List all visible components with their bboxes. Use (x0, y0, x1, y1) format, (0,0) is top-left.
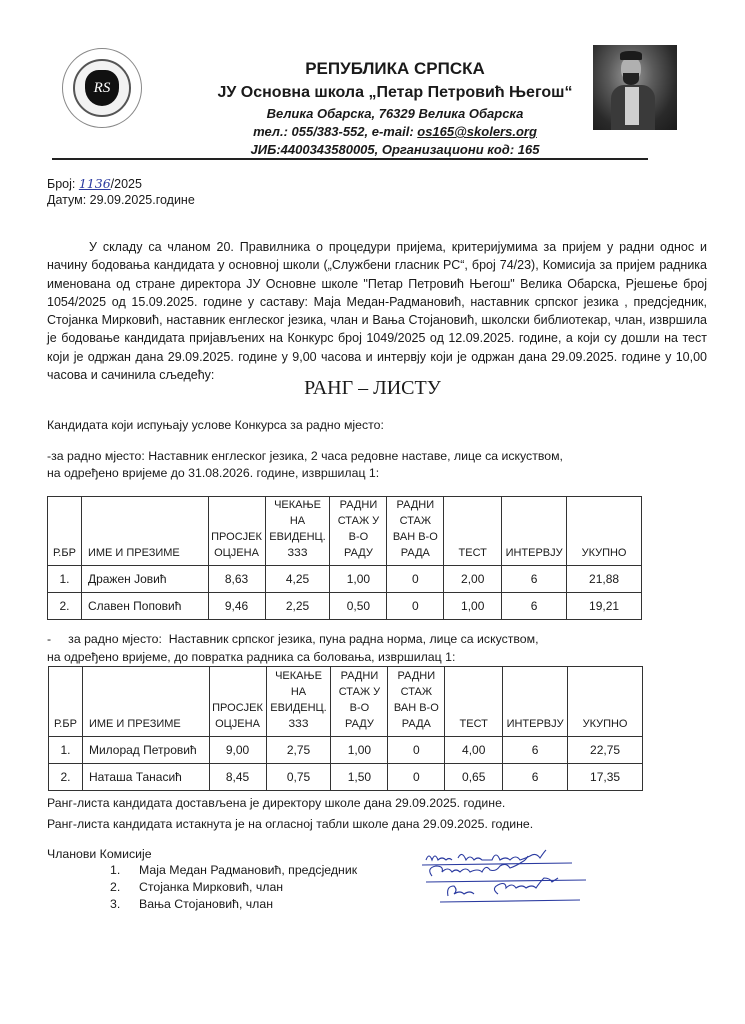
col-header-prosjek: ПРОСЈЕК ОЦЈЕНА (209, 667, 266, 737)
col-header-name: ИМЕ И ПРЕЗИМЕ (81, 497, 208, 566)
portrait-beard (623, 73, 639, 85)
commission-member-2-num: 2. (110, 880, 121, 894)
cell-intervju: 6 (502, 593, 567, 620)
coat-of-arms-seal-icon (62, 48, 142, 128)
cell-intervju: 6 (502, 566, 567, 593)
portrait-hat (620, 51, 642, 60)
cell-prosjek: 9,00 (209, 737, 266, 764)
cell-test: 0,65 (445, 764, 503, 791)
table-row (49, 737, 643, 764)
cell-cekanje: 2,25 (265, 593, 330, 620)
cell-rb: 2. (49, 764, 83, 791)
cell-cekanje: 4,25 (265, 566, 330, 593)
col-header-staz-vo: РАДНИ СТАЖ У В-О РАДУ (330, 497, 387, 566)
commission-member-1: Маја Медан Радмановић, предсједник (139, 863, 358, 877)
col-header-staz-van: РАДНИ СТАЖ ВАН В-О РАДА (387, 497, 444, 566)
email-link[interactable]: os165@skolers.org (417, 124, 537, 139)
note-posted: Ранг-листа кандидата истакнута је на огласној табли школе дана 29.09.2025. године. (47, 817, 534, 831)
col-header-staz-van: РАДНИ СТАЖ ВАН В-О РАДА (388, 667, 445, 737)
header-republic: РЕПУБЛИКА СРПСКА (305, 59, 485, 78)
cell-staz-van: 0 (387, 593, 444, 620)
commission-member-2: Стојанка Мирковић, члан (139, 880, 284, 894)
cell-prosjek: 8,45 (209, 764, 266, 791)
position-1-description-line2: на одређено вријеме до 31.08.2026. године, извршилац 1: (47, 466, 380, 480)
col-header-ukupno: УКУПНО (568, 667, 643, 737)
portrait-image-icon (593, 45, 677, 130)
header-school-name: ЈУ Основна школа „Петар Петровић Његош“ (217, 84, 573, 101)
col-header-staz-vo: РАДНИ СТАЖ У В-О РАДУ (331, 667, 388, 737)
table-row (49, 764, 643, 791)
table-header-row (49, 667, 643, 737)
table-row (48, 593, 642, 620)
cell-test: 2,00 (444, 566, 502, 593)
cell-name: Милорад Петровић (82, 737, 209, 764)
cell-ukupno: 19,21 (567, 593, 642, 620)
document-date: Датум: 29.09.2025.године (47, 193, 195, 207)
cell-ukupno: 21,88 (567, 566, 642, 593)
col-header-cekanje: ЧЕКАЊЕ НА ЕВИДЕНЦ. ЗЗЗ (266, 667, 331, 737)
document-number (47, 176, 142, 191)
intro-paragraph (47, 238, 707, 384)
col-header-intervju: ИНТЕРВЈУ (502, 497, 567, 566)
col-header-rb: Р.БР (49, 667, 83, 737)
cell-ukupno: 22,75 (568, 737, 643, 764)
subtitle: Кандидата који испуњају услове Конкурса за радно мјесто: (47, 418, 384, 432)
cell-cekanje: 0,75 (266, 764, 331, 791)
cell-intervju: 6 (503, 764, 568, 791)
position-2-description-line2: на одређено вријеме, до повратка радника са боловања, извршилац 1: (47, 650, 456, 664)
commission-label: Чланови Комисије (47, 847, 152, 861)
header-divider (52, 158, 648, 160)
page-title: РАНГ – ЛИСТУ (304, 377, 441, 399)
cell-test: 1,00 (444, 593, 502, 620)
header-address: Велика Обарска, 76329 Велика Обарска (266, 106, 524, 121)
cell-staz-van: 0 (388, 737, 445, 764)
seal-monogram: RS (85, 70, 119, 106)
cell-staz-van: 0 (387, 566, 444, 593)
portrait-vest (625, 87, 639, 125)
cell-prosjek: 9,46 (208, 593, 265, 620)
cell-prosjek: 8,63 (208, 566, 265, 593)
cell-name: Наташа Танасић (82, 764, 209, 791)
header-contact (185, 124, 605, 139)
cell-rb: 1. (48, 566, 82, 593)
cell-staz-vo: 1,00 (330, 566, 387, 593)
cell-staz-vo: 1,00 (331, 737, 388, 764)
cell-name: Славен Поповић (81, 593, 208, 620)
col-header-prosjek: ПРОСЈЕК ОЦЈЕНА (208, 497, 265, 566)
ranking-table-2 (48, 666, 643, 791)
number-label: Број: (47, 177, 79, 191)
cell-intervju: 6 (503, 737, 568, 764)
seal-inner (73, 59, 131, 117)
cell-staz-vo: 0,50 (330, 593, 387, 620)
handwritten-number: 1136 (78, 176, 111, 191)
col-header-name: ИМЕ И ПРЕЗИМЕ (82, 667, 209, 737)
handwritten-signature-icon (418, 846, 618, 906)
col-header-test: ТЕСТ (445, 667, 503, 737)
position-1-description-line1: -за радно мјесто: Наставник енглеског језика, 2 часа редовне наставе, лице са искуством, (47, 449, 563, 463)
commission-member-1-num: 1. (110, 863, 121, 877)
cell-test: 4,00 (445, 737, 503, 764)
cell-name: Дражен Јовић (81, 566, 208, 593)
intro-text: У складу са чланом 20. Правилника о процедури пријема, критеријумима за пријем у радни однос и начину бодовања кандидата у основној школи („Службени гласник РС“, број 74/23), Комисија за пријем радника именована од стране директора ЈУ Основне школе "Петар Петровић Његош" Велика Обарска, Рјешење број 1054/2025 од 15.09.2025. године у саставу: Маја Медан-Радмановић, наставник српског језика , предсједник, Стојанка Мирковић, наставник енглеског језика, члан и Вања Стојановић, школски библиотекар, члан, извршила је бодовање кандидата пријављених на Конкурс број 1049/2025 од 12.09.2025. године, а који су дошли на тест који је одржан дана 29.09.2025. године у 9,00 часова и интервју који је одржан дана 29.09.2025. године у 10,00 часова и сачинила сљедећу: (47, 240, 707, 383)
cell-staz-vo: 1,50 (331, 764, 388, 791)
col-header-test: ТЕСТ (444, 497, 502, 566)
table-header-row (48, 497, 642, 566)
col-header-ukupno: УКУПНО (567, 497, 642, 566)
col-header-intervju: ИНТЕРВЈУ (503, 667, 568, 737)
header-ids: ЈИБ:4400343580005, Организациони код: 165 (250, 142, 540, 157)
col-header-cekanje: ЧЕКАЊЕ НА ЕВИДЕНЦ. ЗЗЗ (265, 497, 330, 566)
number-suffix: /2025 (110, 177, 142, 191)
commission-member-3: Вања Стојановић, члан (139, 897, 273, 911)
header-phone: тел.: 055/383-552, e-mail: (253, 124, 418, 139)
cell-rb: 1. (49, 737, 83, 764)
cell-staz-van: 0 (388, 764, 445, 791)
ranking-table-1 (47, 496, 642, 620)
col-header-rb: Р.БР (48, 497, 82, 566)
position-2-description-line1: - за радно мјесто: Наставник српског језика, пуна радна норма, лице са искуством, (47, 632, 539, 646)
table-row (48, 566, 642, 593)
commission-member-3-num: 3. (110, 897, 121, 911)
cell-cekanje: 2,75 (266, 737, 331, 764)
cell-ukupno: 17,35 (568, 764, 643, 791)
cell-rb: 2. (48, 593, 82, 620)
note-delivered: Ранг-листа кандидата достављена је директору школе дана 29.09.2025. године. (47, 796, 506, 810)
